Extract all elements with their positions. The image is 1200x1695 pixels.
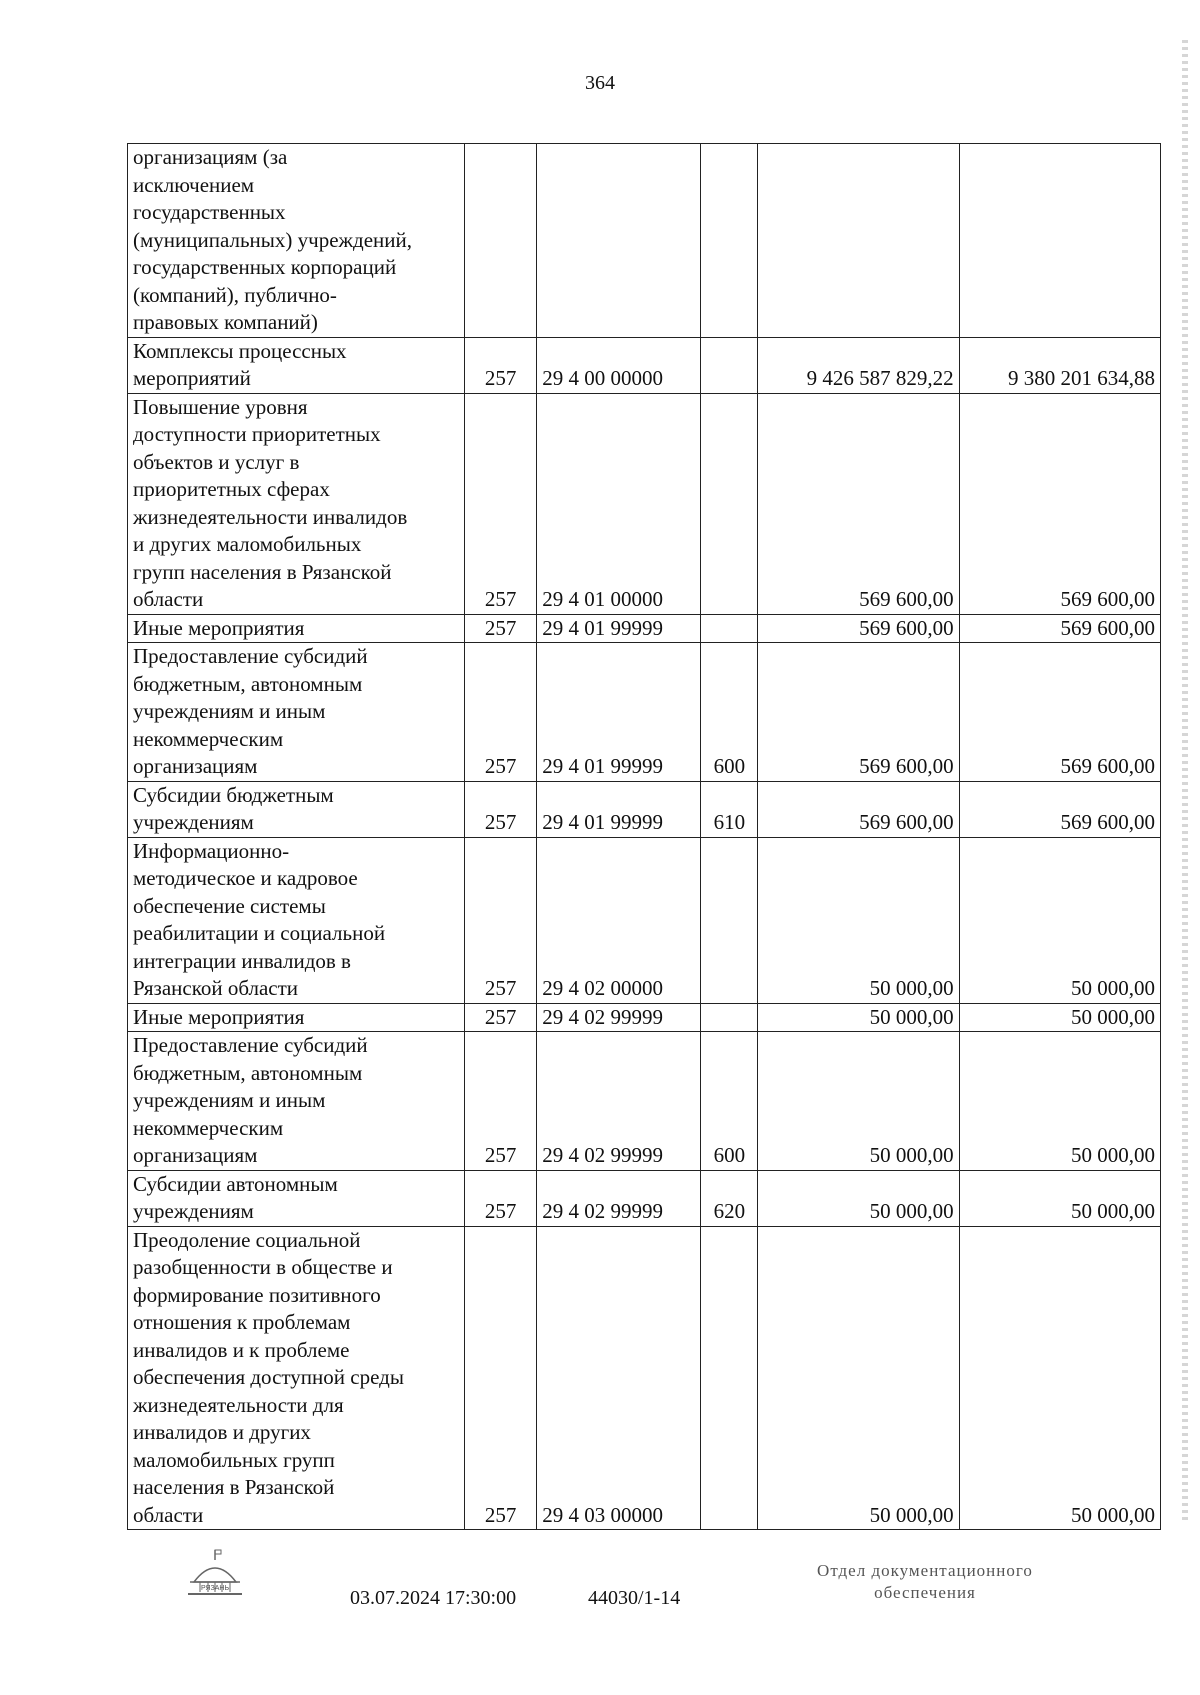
row-ved-cell: 257 bbox=[465, 337, 537, 393]
stamp-line-2: обеспечения bbox=[874, 1583, 976, 1602]
row-name-line: (муниципальных) учреждений, bbox=[133, 227, 412, 252]
table-row bbox=[128, 1032, 1161, 1171]
row-name-line: Повышение уровня bbox=[133, 394, 308, 419]
row-name-cell bbox=[128, 1170, 465, 1226]
row-name-line: обеспечение системы bbox=[133, 893, 326, 918]
row-ved-cell: 257 bbox=[465, 837, 537, 1003]
row-sum-2025-cell: 569 600,00 bbox=[959, 614, 1160, 643]
row-ved-cell bbox=[465, 144, 537, 338]
row-csr-cell: 29 4 02 99999 bbox=[537, 1170, 701, 1226]
row-vr-cell bbox=[701, 837, 758, 1003]
row-name-line: Иные мероприятия bbox=[133, 1004, 305, 1029]
row-sum-2025-cell: 9 380 201 634,88 bbox=[959, 337, 1160, 393]
row-vr-cell bbox=[701, 393, 758, 614]
row-csr-cell: 29 4 02 00000 bbox=[537, 837, 701, 1003]
row-csr-cell: 29 4 01 99999 bbox=[537, 643, 701, 782]
row-name-line: жизнедеятельности инвалидов bbox=[133, 504, 408, 529]
row-name-line: и других маломобильных bbox=[133, 532, 362, 556]
row-name-line: Иные мероприятия bbox=[133, 615, 305, 640]
emblem-lettering: РЯЗАНЬ bbox=[200, 1585, 230, 1592]
row-name-line: разобщенности в обществе и bbox=[133, 1255, 393, 1279]
row-name-cell bbox=[128, 1003, 465, 1032]
row-name-line: обеспечения доступной среды bbox=[133, 1365, 404, 1389]
row-csr-cell bbox=[537, 144, 701, 338]
row-name-line: населения в Рязанской bbox=[133, 1475, 335, 1499]
row-name-line: исключением bbox=[133, 172, 255, 197]
row-csr-cell: 29 4 03 00000 bbox=[537, 1226, 701, 1530]
footer-datetime: 03.07.2024 17:30:00 bbox=[350, 1587, 517, 1609]
row-name-line: государственных bbox=[133, 200, 286, 224]
budget-table-body bbox=[128, 144, 1161, 1530]
row-name-line: Субсидии автономным bbox=[133, 1171, 338, 1196]
row-sum-2025-cell: 50 000,00 bbox=[959, 1032, 1160, 1171]
row-name-line: Рязанской области bbox=[133, 976, 299, 1000]
row-sum-2024-cell: 50 000,00 bbox=[758, 1170, 959, 1226]
row-vr-cell bbox=[701, 614, 758, 643]
row-sum-2024-cell: 50 000,00 bbox=[758, 1003, 959, 1032]
row-vr-cell: 600 bbox=[701, 643, 758, 782]
row-name-line: области bbox=[133, 587, 204, 611]
table-row bbox=[128, 144, 1161, 338]
row-sum-2025-cell: 50 000,00 bbox=[959, 1226, 1160, 1530]
row-ved-cell: 257 bbox=[465, 643, 537, 782]
row-sum-2024-cell: 569 600,00 bbox=[758, 614, 959, 643]
row-sum-2025-cell: 569 600,00 bbox=[959, 393, 1160, 614]
row-name-line: правовых компаний) bbox=[133, 310, 318, 334]
row-sum-2025-cell: 50 000,00 bbox=[959, 837, 1160, 1003]
row-csr-cell: 29 4 02 99999 bbox=[537, 1032, 701, 1171]
row-vr-cell bbox=[701, 144, 758, 338]
row-ved-cell: 257 bbox=[465, 1170, 537, 1226]
row-name-cell bbox=[128, 144, 465, 338]
table-row bbox=[128, 643, 1161, 782]
stamp-line-1: Отдел документационного bbox=[817, 1561, 1033, 1580]
row-name-line: Предоставление субсидий bbox=[133, 644, 368, 668]
row-name-line: реабилитации и социальной bbox=[133, 921, 386, 945]
department-stamp bbox=[775, 1560, 1075, 1604]
row-csr-cell: 29 4 01 99999 bbox=[537, 614, 701, 643]
row-name-line: методическое и кадровое bbox=[133, 866, 358, 890]
row-name-line: государственных корпораций bbox=[133, 255, 397, 279]
row-name-line: Комплексы процессных bbox=[133, 338, 347, 363]
row-name-line: отношения к проблемам bbox=[133, 1310, 351, 1334]
row-ved-cell: 257 bbox=[465, 1032, 537, 1171]
row-sum-2025-cell: 569 600,00 bbox=[959, 643, 1160, 782]
table-row bbox=[128, 1170, 1161, 1226]
row-sum-2024-cell bbox=[758, 144, 959, 338]
row-name-line: бюджетным, автономным bbox=[133, 671, 363, 696]
row-ved-cell: 257 bbox=[465, 781, 537, 837]
row-name-line: объектов и услуг в bbox=[133, 449, 300, 474]
row-ved-cell: 257 bbox=[465, 1003, 537, 1032]
row-name-line: Преодоление социальной bbox=[133, 1227, 361, 1252]
row-sum-2024-cell: 569 600,00 bbox=[758, 643, 959, 782]
row-name-line: организациям bbox=[133, 754, 258, 778]
row-name-cell bbox=[128, 337, 465, 393]
row-vr-cell: 600 bbox=[701, 1032, 758, 1171]
row-name-line: жизнедеятельности для bbox=[133, 1392, 344, 1417]
row-name-line: маломобильных групп bbox=[133, 1447, 335, 1472]
table-row bbox=[128, 614, 1161, 643]
table-row bbox=[128, 1226, 1161, 1530]
row-name-line: учреждениям и иным bbox=[133, 699, 326, 723]
budget-table bbox=[127, 143, 1161, 1530]
row-name-line: групп населения в Рязанской bbox=[133, 559, 392, 584]
row-vr-cell bbox=[701, 1226, 758, 1530]
row-name-line: организациям (за bbox=[133, 145, 288, 169]
row-sum-2024-cell: 9 426 587 829,22 bbox=[758, 337, 959, 393]
row-name-line: формирование позитивного bbox=[133, 1282, 381, 1307]
table-row bbox=[128, 1003, 1161, 1032]
row-name-line: некоммерческим bbox=[133, 726, 284, 751]
table-row bbox=[128, 393, 1161, 614]
row-name-line: Предоставление субсидий bbox=[133, 1033, 368, 1057]
footer-reg-number: 44030/1-14 bbox=[588, 1587, 681, 1609]
row-name-line: инвалидов и других bbox=[133, 1420, 311, 1444]
row-name-cell bbox=[128, 614, 465, 643]
row-name-cell bbox=[128, 643, 465, 782]
row-name-line: учреждениям и иным bbox=[133, 1088, 326, 1112]
row-name-cell bbox=[128, 837, 465, 1003]
row-name-cell bbox=[128, 1226, 465, 1530]
table-row bbox=[128, 837, 1161, 1003]
row-sum-2024-cell: 50 000,00 bbox=[758, 1032, 959, 1171]
row-sum-2024-cell: 569 600,00 bbox=[758, 393, 959, 614]
emblem-icon bbox=[186, 1548, 244, 1602]
row-csr-cell: 29 4 01 00000 bbox=[537, 393, 701, 614]
row-name-line: некоммерческим bbox=[133, 1115, 284, 1140]
table-row bbox=[128, 781, 1161, 837]
row-vr-cell bbox=[701, 337, 758, 393]
scan-edge-artifact bbox=[1182, 40, 1188, 1520]
row-name-line: бюджетным, автономным bbox=[133, 1060, 363, 1085]
row-name-line: области bbox=[133, 1502, 204, 1527]
row-sum-2025-cell bbox=[959, 144, 1160, 338]
row-name-line: Информационно- bbox=[133, 838, 290, 863]
page-number: 364 bbox=[585, 72, 615, 94]
row-name-line: (компаний), публично- bbox=[133, 282, 337, 307]
row-sum-2025-cell: 569 600,00 bbox=[959, 781, 1160, 837]
row-sum-2024-cell: 569 600,00 bbox=[758, 781, 959, 837]
row-name-line: Субсидии бюджетным bbox=[133, 782, 334, 807]
row-sum-2025-cell: 50 000,00 bbox=[959, 1170, 1160, 1226]
row-csr-cell: 29 4 00 00000 bbox=[537, 337, 701, 393]
row-vr-cell: 620 bbox=[701, 1170, 758, 1226]
row-ved-cell: 257 bbox=[465, 614, 537, 643]
row-name-cell bbox=[128, 781, 465, 837]
row-name-line: доступности приоритетных bbox=[133, 422, 381, 446]
row-csr-cell: 29 4 02 99999 bbox=[537, 1003, 701, 1032]
row-name-cell bbox=[128, 393, 465, 614]
row-name-line: организациям bbox=[133, 1143, 258, 1167]
row-ved-cell: 257 bbox=[465, 393, 537, 614]
row-sum-2024-cell: 50 000,00 bbox=[758, 837, 959, 1003]
row-ved-cell: 257 bbox=[465, 1226, 537, 1530]
row-name-line: учреждениям bbox=[133, 1199, 254, 1223]
row-sum-2025-cell: 50 000,00 bbox=[959, 1003, 1160, 1032]
row-name-line: мероприятий bbox=[133, 366, 251, 390]
row-name-line: инвалидов и к проблеме bbox=[133, 1337, 350, 1362]
row-name-line: учреждениям bbox=[133, 810, 254, 834]
row-sum-2024-cell: 50 000,00 bbox=[758, 1226, 959, 1530]
row-vr-cell: 610 bbox=[701, 781, 758, 837]
table-row bbox=[128, 337, 1161, 393]
row-csr-cell: 29 4 01 99999 bbox=[537, 781, 701, 837]
row-name-cell bbox=[128, 1032, 465, 1171]
row-vr-cell bbox=[701, 1003, 758, 1032]
row-name-line: приоритетных сферах bbox=[133, 477, 330, 501]
row-name-line: интеграции инвалидов в bbox=[133, 948, 351, 973]
